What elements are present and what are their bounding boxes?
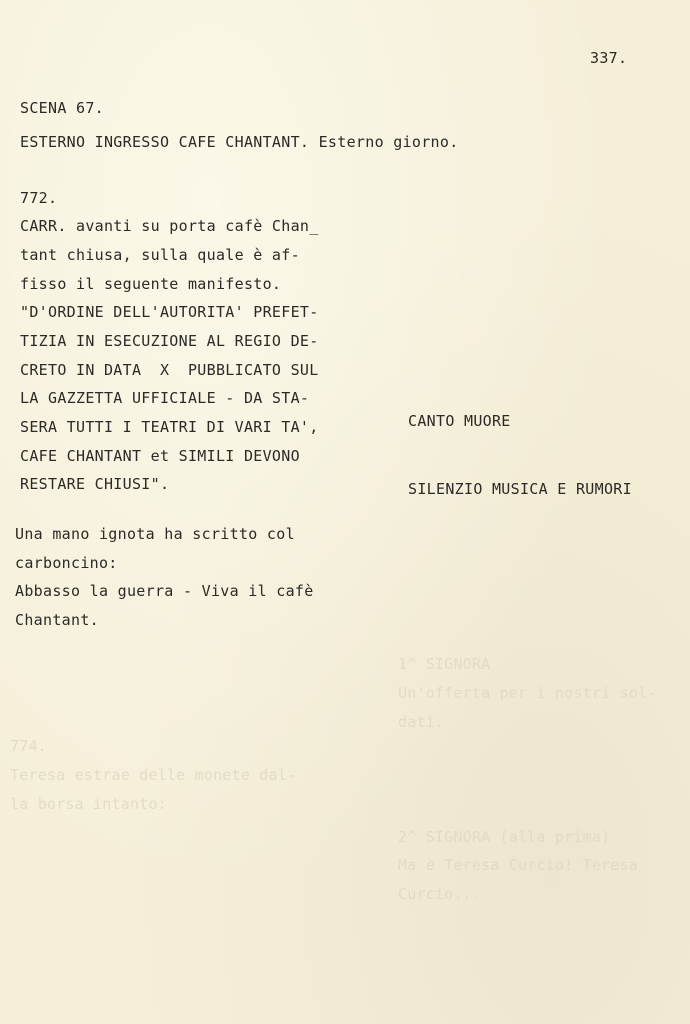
shot-text-line: tant chiusa, sulla quale è af- <box>20 246 300 264</box>
scene-location: ESTERNO INGRESSO CAFE CHANTANT. Esterno giorno. <box>20 133 459 151</box>
note-line: carboncino: <box>15 554 118 572</box>
bleed-through-left <box>10 737 340 817</box>
shot-text-line: CRETO IN DATA X PUBBLICATO SUL <box>20 361 319 379</box>
shot-text-line: RESTARE CHIUSI". <box>20 475 170 493</box>
audio-note: SILENZIO MUSICA E RUMORI <box>408 480 632 498</box>
audio-note: CANTO MUORE <box>408 412 511 430</box>
bleed-line: la borsa intanto: <box>10 795 167 813</box>
shot-text-line: CAFE CHANTANT et SIMILI DEVONO <box>20 447 300 465</box>
bleed-through-right <box>398 655 678 905</box>
bleed-line: Ma è Teresa Curcio! Teresa <box>398 856 638 874</box>
shot-description <box>20 217 340 507</box>
page-number: 337. <box>590 49 628 67</box>
shot-text-line: TIZIA IN ESECUZIONE AL REGIO DE- <box>20 332 319 350</box>
shot-number: 772. <box>20 189 58 207</box>
note-line: Chantant. <box>15 611 99 629</box>
shot-text-line: SERA TUTTI I TEATRI DI VARI TA', <box>20 418 319 436</box>
handwritten-note-description <box>15 525 345 645</box>
note-line: Una mano ignota ha scritto col <box>15 525 295 543</box>
note-line: Abbasso la guerra - Viva il cafè <box>15 582 314 600</box>
bleed-line: dati. <box>398 713 445 731</box>
bleed-line: Teresa estrae delle monete dal- <box>10 766 297 784</box>
shot-text-line: LA GAZZETTA UFFICIALE - DA STA- <box>20 389 310 407</box>
bleed-line: 774. <box>10 737 47 755</box>
shot-text-line: fisso il seguente manifesto. <box>20 275 282 293</box>
shot-text-line: CARR. avanti su porta cafè Chan_ <box>20 217 319 235</box>
bleed-line: Curcio... <box>398 885 482 903</box>
bleed-line: Un'offerta per i nostri sol- <box>398 684 657 702</box>
scene-heading: SCENA 67. <box>20 99 104 117</box>
bleed-line: 2^ SIGNORA (alla prima) <box>398 828 611 846</box>
bleed-line: 1^ SIGNORA <box>398 655 491 673</box>
shot-text-line: "D'ORDINE DELL'AUTORITA' PREFET- <box>20 303 319 321</box>
